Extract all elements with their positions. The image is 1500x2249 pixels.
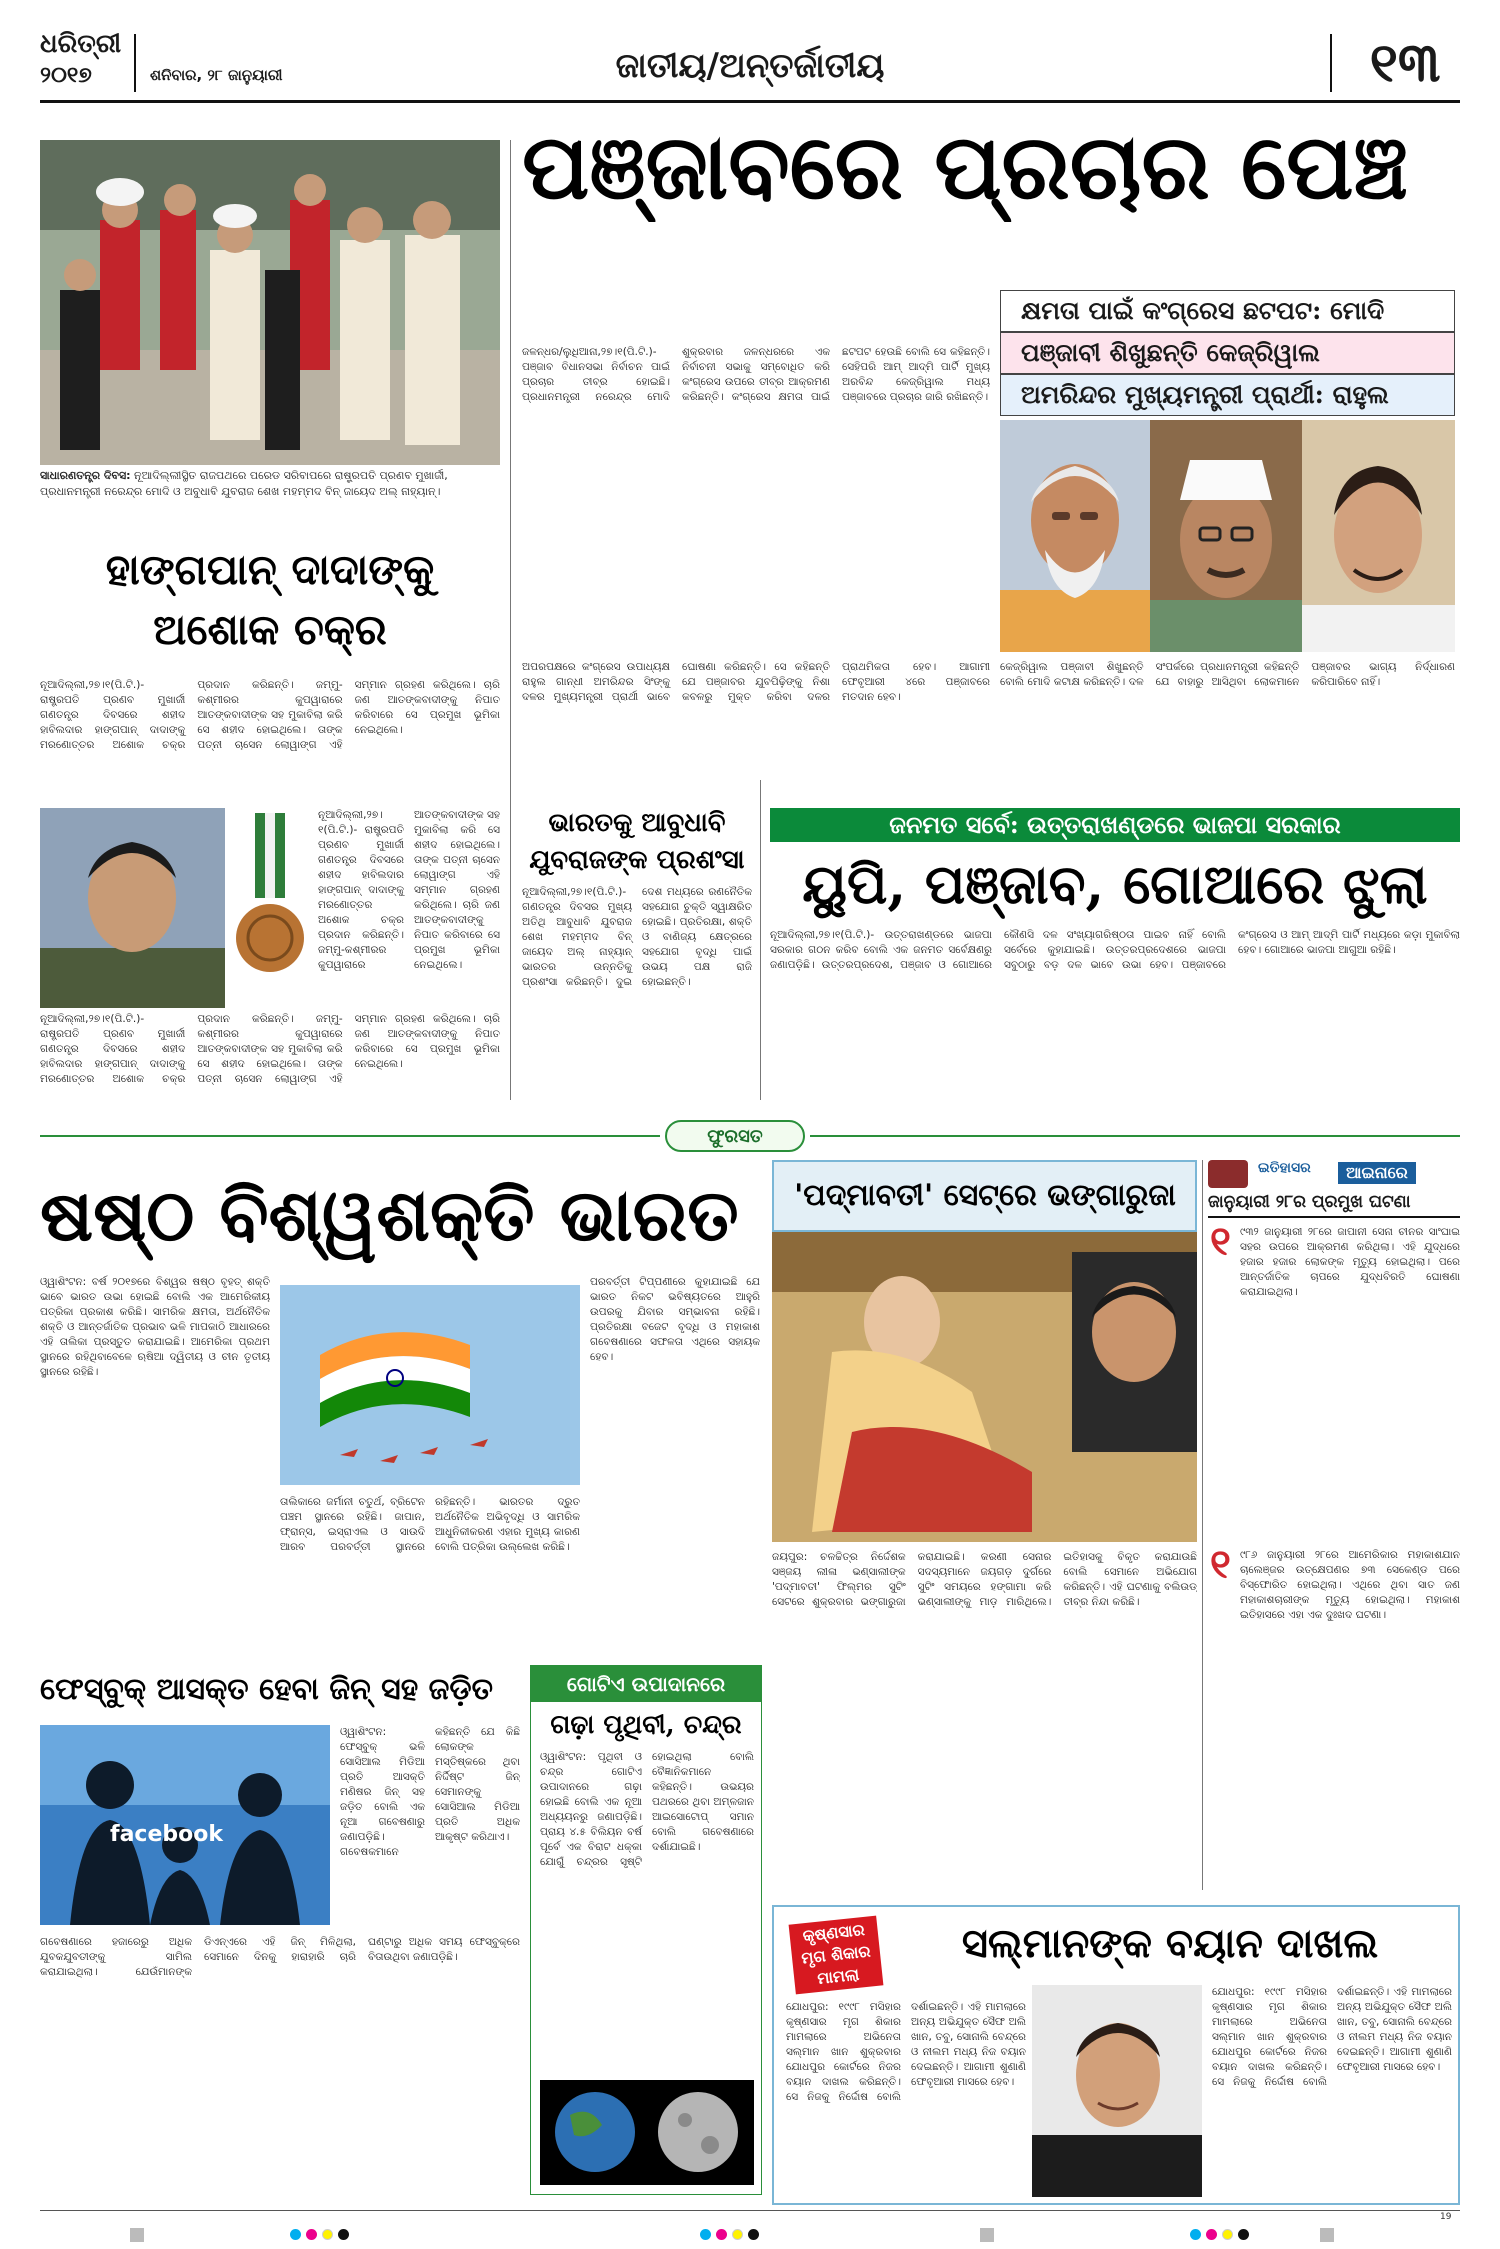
- facebook-headline: ଫେସ୍‌ବୁକ୍ ଆସକ୍ତ ହେବା ଜିନ୍ ସହ ଜଡ଼ିତ: [40, 1672, 494, 1707]
- footer-rule: [40, 2210, 1460, 2211]
- photo-salman: [1032, 1985, 1202, 2197]
- survey-bar: ଜନମତ ସର୍ବେ: ଉତ୍ତରାଖଣ୍ଡରେ ଭାଜପା ସରକାର: [770, 808, 1460, 842]
- history-dropcap-1: ୧: [1210, 1218, 1231, 1265]
- salman-body-left: ଯୋଧପୁର: ୧୯୯୮ ମସିହାର କୃଷ୍ଣସାର ମୃଗ ଶିକାର ମାମଲାରେ ଅଭିନେତା ସଲ୍‌ମାନ ଖାନ ଶୁକ୍ରବାର ଯୋଧପୁର କୋର୍ଟରେ ନିଜର ବୟାନ ଦାଖଲ କରିଛନ୍ତି। ସେ ନିଜକୁ ନିର୍ଦ୍ଦୋଷ ବୋଲି ଦର୍ଶାଇଛନ୍ତି। ଏହି ମାମଲାରେ ଅନ୍ୟ ଅଭିଯୁକ୍ତ ସୈଫ ଅଲି ଖାନ, ତବୁ, ସୋନାଲି ବେନ୍ଦ୍ରେ ଓ ନୀଲମ ମଧ୍ୟ ନିଜ ବୟାନ ଦେଇଛନ୍ତି। ଆଗାମୀ ଶୁଣାଣି ଫେବୃଆରୀ ମାସରେ ହେବ।: [786, 2001, 1026, 2103]
- abudhabi-body: ନୂଆଦିଲ୍ଲୀ,୨୭।୧(ପି.ଟି.)- ଗଣତନ୍ତ୍ର ଦିବସର ମୁଖ୍ୟ ଅତିଥି ଆବୁଧାବି ଯୁବରାଜ ଶେଖ ମହମ୍ମଦ ବିନ୍ ଜାୟେଦ ଅଲ୍ ନାହ୍‌ୟାନ୍ ଭାରତର ଉନ୍ନତିକୁ ପ୍ରଶଂସା କରିଛନ୍ତି। ଦୁଇ ଦେଶ ମଧ୍ୟରେ ରଣନୈତିକ ସହଯୋଗ ଚୁକ୍ତି ସ୍ୱାକ୍ଷରିତ ହୋଇଛି। ପ୍ରତିରକ୍ଷା, ଶକ୍ତି ଓ ବାଣିଜ୍ୟ କ୍ଷେତ୍ରରେ ସହଯୋଗ ବୃଦ୍ଧି ପାଇଁ ଉଭୟ ପକ୍ଷ ରାଜି ହୋଇଛନ୍ତି।: [522, 886, 752, 988]
- history-rule-left: [1202, 1160, 1203, 1890]
- survey-body: ନୂଆଦିଲ୍ଲୀ,୨୭।୧(ପି.ଟି.)- ଉତ୍ତରାଖଣ୍ଡରେ ଭାଜପା ସରକାର ଗଠନ କରିବ ବୋଲି ଏକ ଜନମତ ସର୍ବେକ୍ଷଣରୁ ଜଣାପଡ଼ିଛି। ଉତ୍ତରପ୍ରଦେଶ, ପଞ୍ଜାବ ଓ ଗୋଆରେ କୌଣସି ଦଳ ସଂଖ୍ୟାଗରିଷ୍ଠତା ପାଇବ ନାହିଁ ବୋଲି ସର୍ବେରେ କୁହାଯାଇଛି। ଉତ୍ତରପ୍ରଦେଶରେ ଭାଜପା ସବୁଠାରୁ ବଡ଼ ଦଳ ଭାବେ ଉଭା ହେବ। ପଞ୍ଜାବରେ କଂଗ୍ରେସ ଓ ଆମ୍ ଆଦ୍‌ମି ପାର୍ଟି ମଧ୍ୟରେ କଡ଼ା ମୁକାବିଲା ହେବ। ଗୋଆରେ ଭାଜପା ଆଗୁଆ ରହିଛି।: [770, 929, 1460, 971]
- salman-tag: କୃଷ୍ଣସାର ମୃଗ ଶିକାର ମାମଲା: [789, 1916, 884, 1995]
- fursat-label: ଫୁରସତ: [665, 1120, 805, 1152]
- photo-rajpath: [40, 140, 500, 465]
- history-rule: [1208, 1216, 1460, 1218]
- punjab-tag-modi: କ୍ଷମତା ପାଇଁ କଂଗ୍ରେସ ଛଟପଟ: ମୋଦି: [1000, 290, 1455, 332]
- divider-line-right: [810, 1135, 1460, 1137]
- masthead-rule: [40, 100, 1460, 103]
- photo-earth-moon: [540, 2080, 754, 2185]
- photo-rajpath-caption: [40, 468, 500, 504]
- history-body-1: ୯୩୨ ଜାନୁୟାରୀ ୨୮ରେ ଜାପାନୀ ସେନା ଚୀନର ସାଂଘାଇ ସହର ଉପରେ ଆକ୍ରମଣ କରିଥିଲା। ଏହି ଯୁଦ୍ଧରେ ହଜାର ହଜାର ଲୋକଙ୍କ ମୃତ୍ୟୁ ହୋଇଥିଲା। ପରେ ଆନ୍ତର୍ଜାତିକ ଚାପରେ ଯୁଦ୍ଧବିରତି ଘୋଷଣା କରାଯାଇଥିଲା।: [1240, 1226, 1460, 1298]
- earth-headline-1: ଗୋଟିଏ ଉପାଦାନରେ: [566, 1672, 726, 1696]
- color-dots: [290, 2229, 380, 2241]
- masthead-year: ୨୦୧୭: [40, 62, 92, 88]
- section-title: ଜାତୀୟ/ଅନ୍ତର୍ଜାତୀୟ: [615, 46, 885, 86]
- masthead-divider: [134, 34, 136, 92]
- history-title: ଜାନୁୟାରୀ ୨୮ର ପ୍ରମୁଖ ଘଟଣା: [1208, 1192, 1411, 1212]
- masthead-date: ଶନିବାର, ୨୮ ଜାନୁୟାରୀ: [150, 66, 283, 84]
- history-kicker-box: [1208, 1160, 1460, 1188]
- photo-kejriwal: [1150, 420, 1302, 652]
- registration-mark: [980, 2228, 994, 2242]
- masthead-brand: ଧରିତ୍ରୀ: [40, 29, 122, 59]
- registration-mark: [1320, 2228, 1334, 2242]
- column-rule-2: [760, 780, 761, 1100]
- hangpan-headline-1: ହାଙ୍ଗପାନ୍ ଦାଦାଙ୍କୁ: [105, 545, 435, 594]
- punjab-tag-kejriwal: ପଞ୍ଜାବୀ ଶିଖୁଛନ୍ତି କେଜ୍‌ରିୱାଲ: [1000, 332, 1455, 374]
- color-dots: [700, 2229, 790, 2241]
- bharat-body-col1: ଓ୍ୱାଶିଂଟନ: ବର୍ଷ ୨୦୧୭ରେ ବିଶ୍ୱର ଷଷ୍ଠ ବୃହତ୍ ଶକ୍ତି ଭାବେ ଭାରତ ଉଭା ହୋଇଛି ବୋଲି ଏକ ଆମେରିକୀୟ ପତ୍ରିକା ପ୍ରକାଶ କରିଛି। ସାମରିକ କ୍ଷମତା, ଅର୍ଥନୈତିକ ଶକ୍ତି ଓ ଆନ୍ତର୍ଜାତିକ ପ୍ରଭାବ ଭଳି ମାପକାଠି ଆଧାରରେ ଏହି ତାଲିକା ପ୍ରସ୍ତୁତ କରାଯାଇଛି। ଆମେରିକା ପ୍ରଥମ ସ୍ଥାନରେ ରହିଥିବାବେଳେ ଋଷିଆ ଦ୍ୱିତୀୟ ଓ ଚୀନ ତୃତୀୟ ସ୍ଥାନରେ ରହିଛି।: [40, 1276, 270, 1378]
- hangpan-body-side: ନୂଆଦିଲ୍ଲୀ,୨୭।୧(ପି.ଟି.)- ରାଷ୍ଟ୍ରପତି ପ୍ରଣବ ମୁଖାର୍ଜୀ ଗଣତନ୍ତ୍ର ଦିବସରେ ଶହୀଦ ହାବିଲଦାର ହାଙ୍ଗପାନ୍ ଦାଦାଙ୍କୁ ମରଣୋତ୍ତର ଅଶୋକ ଚକ୍ର ପ୍ରଦାନ କରିଛନ୍ତି। ଜମ୍ମୁ-କଶ୍ମୀରର କୁପୱାରାରେ ଆତଙ୍କବାଦୀଙ୍କ ସହ ମୁକାବିଲା କରି ସେ ଶହୀଦ ହୋଇଥିଲେ। ତାଙ୍କ ପତ୍ନୀ ଚାସେନ ଲୋୱାଙ୍ଗ ଏହି ସମ୍ମାନ ଗ୍ରହଣ କରିଥିଲେ। ଚାରି ଜଣ ଆତଙ୍କବାଦୀଙ୍କୁ ନିପାତ କରିବାରେ ସେ ପ୍ରମୁଖ ଭୂମିକା ନେଇଥିଲେ।: [318, 809, 500, 971]
- photo-modi: [1000, 420, 1150, 652]
- column-rule: [510, 140, 511, 1100]
- color-dots: [1190, 2229, 1280, 2241]
- punjab-tag-rahul: ଅମରିନ୍ଦର ମୁଖ୍ୟମନ୍ତ୍ରୀ ପ୍ରାର୍ଥୀ: ରାହୁଲ: [1000, 374, 1455, 416]
- photo-flag-airshow: [280, 1285, 580, 1485]
- abudhabi-headline-2: ଯୁବରାଜଙ୍କ ପ୍ରଶଂସା: [529, 845, 745, 875]
- abudhabi-headline-1: ଭାରତକୁ ଆବୁଧାବି: [548, 808, 726, 838]
- salman-headline: ସଲ୍‌ମାନଙ୍କ ବୟାନ ଦାଖଲ: [961, 1920, 1379, 1967]
- earth-body: ଓ୍ୱାଶିଂଟନ: ପୃଥିବୀ ଓ ଚନ୍ଦ୍ର ଗୋଟିଏ ଉପାଦାନରେ ଗଢ଼ା ହୋଇଛି ବୋଲି ଏକ ନୂଆ ଅଧ୍ୟୟନରୁ ଜଣାପଡ଼ିଛି। ପ୍ରାୟ ୪.୫ ବିଲିୟନ ବର୍ଷ ପୂର୍ବେ ଏକ ବିରାଟ ଧକ୍କା ଯୋଗୁଁ ଚନ୍ଦ୍ରର ସୃଷ୍ଟି ହୋଇଥିଲା ବୋଲି ବୈଜ୍ଞାନିକମାନେ କହିଛନ୍ତି। ଉଭୟର ପଥରରେ ଥିବା ଅମ୍ଳଜାନ ଆଇସୋଟୋପ୍ ସମାନ ବୋଲି ଗବେଷଣାରେ ଦର୍ଶାଯାଇଛି।: [540, 1751, 754, 1868]
- facebook-logo: facebook: [110, 1822, 223, 1847]
- punjab-body-right: କେଜ୍‌ରିୱାଲ ପଞ୍ଜାବୀ ଶିଖୁଛନ୍ତି ବୋଲି ମୋଦି କଟାକ୍ଷ କରିଛନ୍ତି। ଦଳ ସଂପର୍କରେ ପ୍ରଧାନମନ୍ତ୍ରୀ କହିଛନ୍ତି ଯେ ବାହାରୁ ଆସିଥିବା ଲୋକମାନେ ପଞ୍ଜାବର ଭାଗ୍ୟ ନିର୍ଦ୍ଧାରଣ କରିପାରିବେ ନାହିଁ।: [1000, 661, 1455, 688]
- punjab-headline: ପଞ୍ଜାବରେ ପ୍ରଚାର ପେଞ୍ଚ: [522, 114, 1408, 220]
- history-kicker: ଇତିହାସର: [1258, 1160, 1311, 1176]
- survey-headline: ୟୁପି, ପଞ୍ଜାବ, ଗୋଆରେ ଝୁଲା: [802, 852, 1428, 916]
- punjab-body-bottom: ଅପରପକ୍ଷରେ କଂଗ୍ରେସ ଉପାଧ୍ୟକ୍ଷ ରାହୁଲ ଗାନ୍ଧୀ ଅମରିନ୍ଦର ସିଂଙ୍କୁ ଦଳର ମୁଖ୍ୟମନ୍ତ୍ରୀ ପ୍ରାର୍ଥୀ ଭାବେ ଘୋଷଣା କରିଛନ୍ତି। ସେ କହିଛନ୍ତି ଯେ ପଞ୍ଜାବର ଯୁବପିଢ଼ିଙ୍କୁ ନିଶା କବଳରୁ ମୁକ୍ତ କରିବା ଦଳର ପ୍ରାଥମିକତା ହେବ। ଆଗାମୀ ଫେବୃଆରୀ ୪ରେ ପଞ୍ଜାବରେ ମତଦାନ ହେବ।: [522, 661, 990, 703]
- caption-text: ନୂଆଦିଲ୍ଲୀସ୍ଥିତ ରାଜପଥରେ ପରେଡ ସରିବାପରେ ରାଷ୍ଟ୍ରପତି ପ୍ରଣବ ମୁଖାର୍ଜୀ, ପ୍ରଧାନମନ୍ତ୍ରୀ ନରେନ୍ଦ୍ର ମୋଦି ଓ ଅବୁଧାବି ଯୁବରାଜ ଶେଖ ମହମ୍ମଦ ବିନ୍ ଜାୟେଦ ଅଲ୍ ନାହ୍‌ୟାନ୍।: [40, 469, 448, 498]
- padmavati-body: ଜୟପୁର: ଚଳଚ୍ଚିତ୍ର ନିର୍ଦ୍ଦେଶକ ସଞ୍ଜୟ ଲୀଳା ଭଣ୍ସାଲୀଙ୍କ 'ପଦ୍ମାବତୀ' ଫିଲ୍ମର ସୁଟିଂ ସେଟରେ ଶୁକ୍ରବାର ଭଙ୍ଗାରୁଜା କରାଯାଇଛି। କରଣୀ ସେନାର ସଦସ୍ୟମାନେ ଜୟଗଡ଼ ଦୁର୍ଗରେ ସୁଟିଂ ସମୟରେ ହଙ୍ଗାମା କରି ଭଣ୍ସାଲୀଙ୍କୁ ମାଡ଼ ମାରିଥିଲେ। ଇତିହାସକୁ ବିକୃତ କରାଯାଉଛି ବୋଲି ସେମାନେ ଅଭିଯୋଗ କରିଛନ୍ତି। ଏହି ଘଟଣାକୁ ବଲିଉଡ୍ ତୀବ୍ର ନିନ୍ଦା କରିଛି।: [772, 1551, 1197, 1608]
- caption-label: ସାଧାରଣତନ୍ତ୍ର ଦିବସ:: [40, 469, 131, 482]
- bharat-headline: ଷଷ୍ଠ ବିଶ୍ୱଶକ୍ତି ଭାରତ: [40, 1172, 739, 1257]
- page-number: ୧୩: [1369, 30, 1441, 94]
- photo-ashoka-medal: [225, 808, 315, 1008]
- footer-page: 19: [1440, 2212, 1452, 2222]
- photo-padmavati: [772, 1232, 1197, 1542]
- masthead-divider-right: [1330, 34, 1332, 92]
- history-kicker-2: ଆଇନାରେ: [1338, 1162, 1416, 1184]
- hangpan-body: ନୂଆଦିଲ୍ଲୀ,୨୭।୧(ପି.ଟି.)- ରାଷ୍ଟ୍ରପତି ପ୍ରଣବ ମୁଖାର୍ଜୀ ଗଣତନ୍ତ୍ର ଦିବସରେ ଶହୀଦ ହାବିଲଦାର ହାଙ୍ଗପାନ୍ ଦାଦାଙ୍କୁ ମରଣୋତ୍ତର ଅଶୋକ ଚକ୍ର ପ୍ରଦାନ କରିଛନ୍ତି। ଜମ୍ମୁ-କଶ୍ମୀରର କୁପୱାରାରେ ଆତଙ୍କବାଦୀଙ୍କ ସହ ମୁକାବିଲା କରି ସେ ଶହୀଦ ହୋଇଥିଲେ। ତାଙ୍କ ପତ୍ନୀ ଚାସେନ ଲୋୱାଙ୍ଗ ଏହି ସମ୍ମାନ ଗ୍ରହଣ କରିଥିଲେ। ଚାରି ଜଣ ଆତଙ୍କବାଦୀଙ୍କୁ ନିପାତ କରିବାରେ ସେ ପ୍ରମୁଖ ଭୂମିକା ନେଇଥିଲେ।: [40, 679, 500, 751]
- registration-mark: [130, 2228, 144, 2242]
- punjab-body-top: ଜଳନ୍ଧର/ଲୁଧିଆନା,୨୭।୧(ପି.ଟି.)- ପଞ୍ଜାବ ବିଧାନସଭା ନିର୍ବାଚନ ପାଇଁ ପ୍ରଚାର ତୀବ୍ର ହୋଇଛି। ପ୍ରଧାନମନ୍ତ୍ରୀ ନରେନ୍ଦ୍ର ମୋଦି ଶୁକ୍ରବାର ଜଳନ୍ଧରରେ ଏକ ନିର୍ବାଚନୀ ସଭାକୁ ସମ୍ବୋଧିତ କରି କଂଗ୍ରେସ ଉପରେ ତୀବ୍ର ଆକ୍ରମଣ କରିଛନ୍ତି। କଂଗ୍ରେସ କ୍ଷମତା ପାଇଁ ଛଟପଟ ହେଉଛି ବୋଲି ସେ କହିଛନ୍ତି। ସେହିପରି ଆମ୍ ଆଦ୍‌ମି ପାର୍ଟି ମୁଖ୍ୟ ଅରବିନ୍ଦ କେଜ୍‌ରିୱାଲ ମଧ୍ୟ ପଞ୍ଜାବରେ ପ୍ରଚାର ଜାରି ରଖିଛନ୍ତି।: [522, 346, 990, 403]
- earth-headline-2: ଗଢ଼ା ପୃଥିବୀ, ଚନ୍ଦ୍ର: [550, 1710, 742, 1740]
- hangpan-headline-2: ଅଶୋକ ଚକ୍ର: [153, 605, 387, 654]
- divider-line-left: [40, 1135, 660, 1137]
- salman-body-right: ଯୋଧପୁର: ୧୯୯୮ ମସିହାର କୃଷ୍ଣସାର ମୃଗ ଶିକାର ମାମଲାରେ ଅଭିନେତା ସଲ୍‌ମାନ ଖାନ ଶୁକ୍ରବାର ଯୋଧପୁର କୋର୍ଟରେ ନିଜର ବୟାନ ଦାଖଲ କରିଛନ୍ତି। ସେ ନିଜକୁ ନିର୍ଦ୍ଦୋଷ ବୋଲି ଦର୍ଶାଇଛନ୍ତି। ଏହି ମାମଲାରେ ଅନ୍ୟ ଅଭିଯୁକ୍ତ ସୈଫ ଅଲି ଖାନ, ତବୁ, ସୋନାଲି ବେନ୍ଦ୍ରେ ଓ ନୀଲମ ମଧ୍ୟ ନିଜ ବୟାନ ଦେଇଛନ୍ତି। ଆଗାମୀ ଶୁଣାଣି ଫେବୃଆରୀ ମାସରେ ହେବ।: [1212, 1986, 1452, 2088]
- bharat-body-col3: ପରବର୍ତ୍ତୀ ଟିପ୍ପଣୀରେ କୁହାଯାଇଛି ଯେ ଭାରତ ନିକଟ ଭବିଷ୍ୟତରେ ଆହୁରି ଉପରକୁ ଯିବାର ସମ୍ଭାବନା ରହିଛି। ପ୍ରତିରକ୍ଷା ବଜେଟ ବୃଦ୍ଧି ଓ ମହାକାଶ ଗବେଷଣାରେ ସଫଳତା ଏଥିରେ ସହାୟକ ହେବ।: [590, 1276, 760, 1363]
- history-body-2: ୯୮୬ ଜାନୁୟାରୀ ୨୮ରେ ଆମେରିକାର ମହାକାଶଯାନ ଚାଲେଞ୍ଜର ଉତ୍କ୍ଷେପଣର ୭୩ ସେକେଣ୍ଡ ପରେ ବିସ୍ଫୋରିତ ହୋଇଥିଲା। ଏଥିରେ ଥିବା ସାତ ଜଣ ମହାକାଶଚାରୀଙ୍କ ମୃତ୍ୟୁ ହୋଇଥିଲା। ମହାକାଶ ଇତିହାସରେ ଏହା ଏକ ଦୁଃଖଦ ଘଟଣା।: [1240, 1549, 1460, 1621]
- hangpan-body-bottom: ନୂଆଦିଲ୍ଲୀ,୨୭।୧(ପି.ଟି.)- ରାଷ୍ଟ୍ରପତି ପ୍ରଣବ ମୁଖାର୍ଜୀ ଗଣତନ୍ତ୍ର ଦିବସରେ ଶହୀଦ ହାବିଲଦାର ହାଙ୍ଗପାନ୍ ଦାଦାଙ୍କୁ ମରଣୋତ୍ତର ଅଶୋକ ଚକ୍ର ପ୍ରଦାନ କରିଛନ୍ତି। ଜମ୍ମୁ-କଶ୍ମୀରର କୁପୱାରାରେ ଆତଙ୍କବାଦୀଙ୍କ ସହ ମୁକାବିଲା କରି ସେ ଶହୀଦ ହୋଇଥିଲେ। ତାଙ୍କ ପତ୍ନୀ ଚାସେନ ଲୋୱାଙ୍ଗ ଏହି ସମ୍ମାନ ଗ୍ରହଣ କରିଥିଲେ। ଚାରି ଜଣ ଆତଙ୍କବାଦୀଙ୍କୁ ନିପାତ କରିବାରେ ସେ ପ୍ରମୁଖ ଭୂମିକା ନେଇଥିଲେ।: [40, 1013, 500, 1085]
- history-dropcap-2: ୧: [1210, 1541, 1231, 1588]
- facebook-body-side: ଓ୍ୱାଶିଂଟନ: ଫେସ୍‌ବୁକ୍ ଭଳି ସୋସିଆଲ ମିଡିଆ ପ୍ରତି ଆସକ୍ତି ମଣିଷର ଜିନ୍ ସହ ଜଡ଼ିତ ବୋଲି ଏକ ନୂଆ ଗବେଷଣାରୁ ଜଣାପଡ଼ିଛି। ଗବେଷକମାନେ କହିଛନ୍ତି ଯେ କିଛି ଲୋକଙ୍କ ମସ୍ତିଷ୍କରେ ଥିବା ନିର୍ଦ୍ଦିଷ୍ଟ ଜିନ୍ ସେମାନଙ୍କୁ ସୋସିଆଲ ମିଡିଆ ପ୍ରତି ଅଧିକ ଆକୃଷ୍ଟ କରିଥାଏ।: [340, 1726, 520, 1858]
- book-icon: [1208, 1160, 1248, 1188]
- facebook-body: ଗବେଷଣାରେ ହଜାରେରୁ ଅଧିକ ଯୁବକଯୁବତୀଙ୍କୁ ସାମିଲ କରାଯାଇଥିଲା। ଯେଉଁମାନଙ୍କ ଡିଏନ୍‌ଏରେ ଏହି ଜିନ୍ ମିଳିଥିଲା, ସେମାନେ ଦିନକୁ ହାରାହାରି ଚାରି ଘଣ୍ଟାରୁ ଅଧିକ ସମୟ ଫେସ୍‌ବୁକ୍‌ରେ ବିତାଉଥିବା ଜଣାପଡ଼ିଛି।: [40, 1936, 520, 1978]
- photo-hangpan: [40, 808, 225, 1008]
- photo-rahul: [1302, 420, 1455, 652]
- padmavati-headline: 'ପଦ୍ମାବତୀ' ସେଟ୍‌ରେ ଭଙ୍ଗାରୁଜା: [794, 1178, 1176, 1213]
- bharat-body-col2: ତାଲିକାରେ ଜର୍ମାନୀ ଚତୁର୍ଥ, ବ୍ରିଟେନ ପଞ୍ଚମ ସ୍ଥାନରେ ରହିଛି। ଜାପାନ, ଫ୍ରାନ୍ସ, ଇସ୍ରାଏଲ ଓ ସାଉଦି ଆରବ ପରବର୍ତ୍ତୀ ସ୍ଥାନରେ ରହିଛନ୍ତି। ଭାରତର ଦ୍ରୁତ ଅର୍ଥନୈତିକ ଅଭିବୃଦ୍ଧି ଓ ସାମରିକ ଆଧୁନିକୀକରଣ ଏହାର ମୁଖ୍ୟ କାରଣ ବୋଲି ପତ୍ରିକା ଉଲ୍ଲେଖ କରିଛି।: [280, 1496, 580, 1553]
